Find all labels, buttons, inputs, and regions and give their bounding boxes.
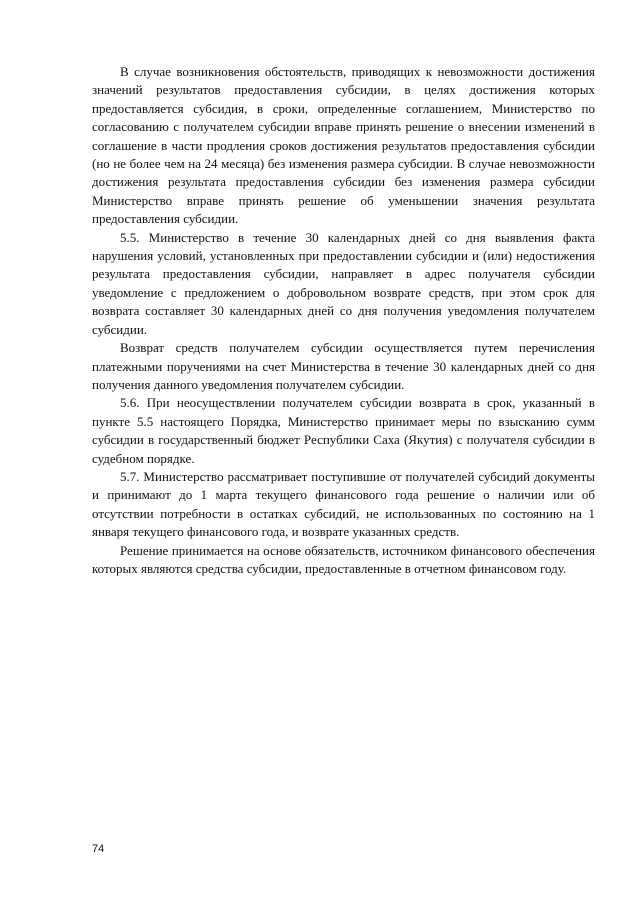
page-number: 74: [92, 843, 105, 855]
paragraph-5-7: 5.7. Министерство рассматривает поступившие от получателей субсидий документы и принимают до 1 марта текущего финансового года решение о наличии или об отсутствии потребности в остатках субсидий, не использованных по состоянию на 1 января текущего финансового года, и возврате указанных средств.: [92, 468, 595, 540]
paragraph-decision-basis: Решение принимается на основе обязательств, источником финансового обеспечения которых являются средства субсидии, предоставленные в отчетном финансовом году.: [92, 542, 595, 576]
paragraph-circumstances: В случае возникновения обстоятельств, приводящих к невозможности достижения значений результатов предоставления субсидии, в целях достижения которых предоставляется субсидия, в сроки, определенные соглашением, Министерство по согласованию с получателем субсидии вправе принять решение о внесении изменений в соглашение в части продления сроков достижения результатов предоставления субсидии (но не более чем на 24 месяца) без изменения размера субсидии. В случае невозможности достижения результата предоставления субсидии без изменения размера субсидии Министерство вправе принять решение об уменьшении значения результата предоставления субсидии.: [92, 64, 595, 227]
paragraph-refund-procedure: Возврат средств получателем субсидии осуществляется путем перечисления платежными поручениями на счет Министерства в течение 30 календарных дней со дня получения данного уведомления получателем субсидии.: [92, 340, 595, 392]
paragraph-5-6: 5.6. При неосуществлении получателем субсидии возврата в срок, указанный в пункте 5.5 настоящего Порядка, Министерство принимает меры по взысканию сумм субсидии в государственный бюджет Республики Саха (Якутия) с получателя субсидии в судебном порядке.: [92, 395, 595, 466]
document-body: [92, 63, 595, 578]
paragraph-5-5: 5.5. Министерство в течение 30 календарных дней со дня выявления факта нарушения условий, установленных при предоставлении субсидии и (или) недостижения результата предоставления субсидии, направляет в адрес получателя субсидии уведомление с предложением о добровольном возврате средств, при этом срок для возврата составляет 30 календарных дней со дня получения уведомления получателем субсидии.: [92, 229, 595, 337]
